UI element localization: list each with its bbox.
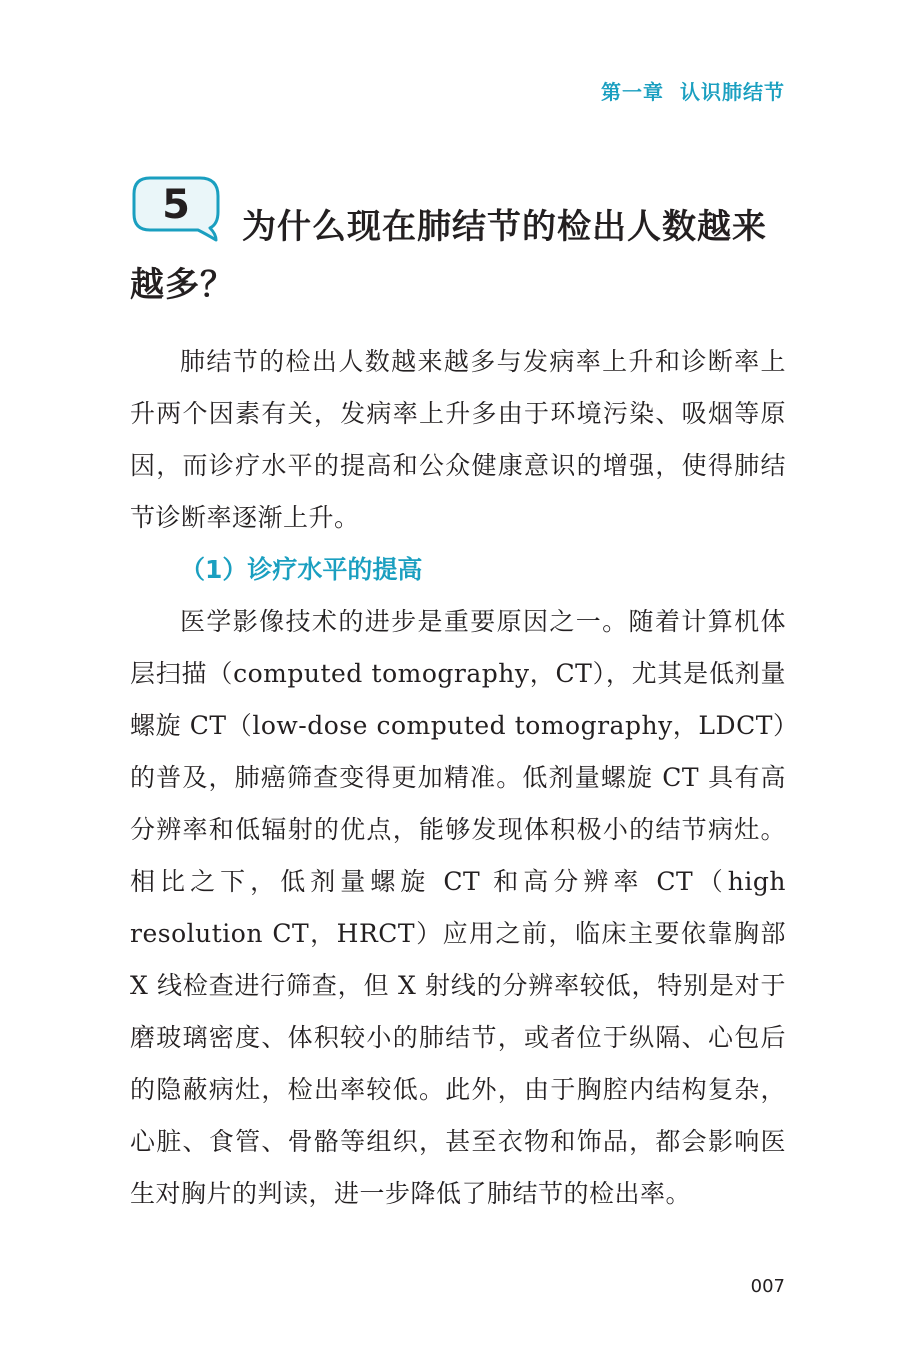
subheading: （1）诊疗水平的提高 (180, 555, 423, 584)
section-title: 为什么现在肺结节的检出人数越来越多？ (130, 207, 767, 305)
chapter-number: 第一章 (601, 80, 664, 104)
page-number: 007 (750, 1276, 785, 1297)
question-number: 5 (162, 182, 190, 228)
running-header (601, 76, 785, 105)
chapter-title: 认识肺结节 (680, 80, 785, 104)
paragraph-imaging: 医学影像技术的进步是重要原因之一。随着计算机体层扫描（computed tomography，CT），尤其是低剂量螺旋 CT（low-dose computed tomography，LDCT）的普及，肺癌筛查变得更加精准。低剂量螺旋 CT 具有高分辨率和低辐射的优点，能够发现体积极小的结节病灶。相比之下，低剂量螺旋 CT 和高分辨率 CT（high resolution CT，HRCT）应用之前，临床主要依靠胸部 X 线检查进行筛查，但 X 射线的分辨率较低，特别是对于磨玻璃密度、体积较小的肺结节，或者位于纵隔、心包后的隐蔽病灶，检出率较低。此外，由于胸腔内结构复杂，心脏、食管、骨骼等组织，甚至衣物和饰品，都会影响医生对胸片的判读，进一步降低了肺结节的检出率。 (130, 607, 786, 1208)
paragraph-intro: 肺结节的检出人数越来越多与发病率上升和诊断率上升两个因素有关，发病率上升多由于环境污染、吸烟等原因，而诊疗水平的提高和公众健康意识的增强，使得肺结节诊断率逐渐上升。 (130, 347, 786, 532)
